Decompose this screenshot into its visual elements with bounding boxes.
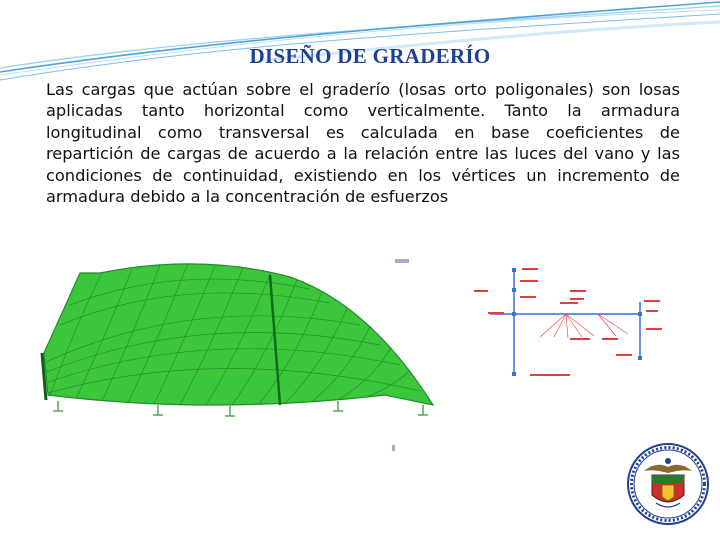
frame-load-diagram-icon — [470, 262, 675, 384]
slide-title: DISEÑO DE GRADERÍO — [249, 44, 491, 68]
university-seal-icon — [626, 441, 710, 527]
finite-element-slab-mesh-icon — [40, 255, 460, 455]
body-paragraph: Las cargas que actúan sobre el graderío (losas orto poligonales) son losas aplicadas tanto horizontal como verticalmente. Tanto la armadura longitudinal como transversal es calculada en base coeficientes de repartición de cargas de acuerdo a la relación entre las luces del vano y las condiciones de continuidad, existiendo en los vértices un incremento de armadura debido a la concentración de esfuerzos — [46, 80, 680, 207]
